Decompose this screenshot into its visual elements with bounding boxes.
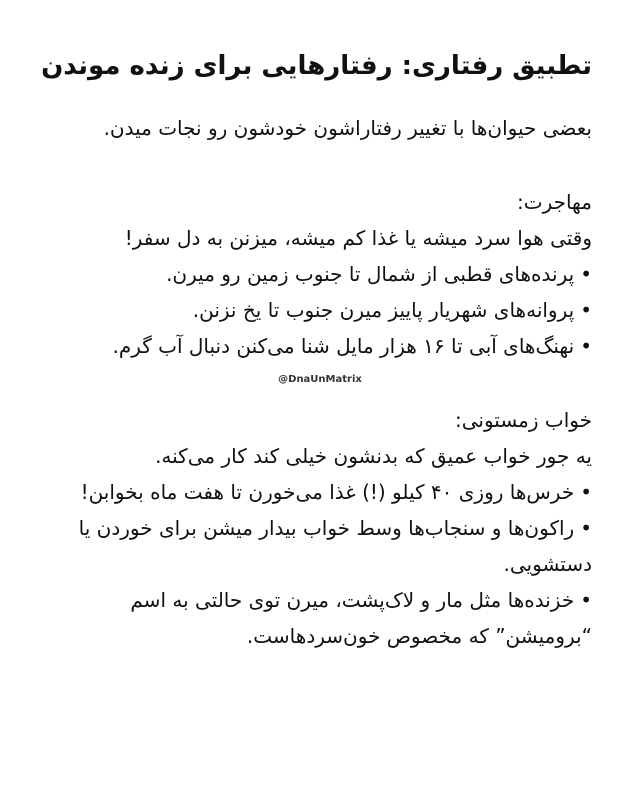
list-item <box>40 582 592 654</box>
list-item-text: خزنده‌ها مثل مار و لاک‌پشت، میرن توی حالتی به اسم “برومیشن” که مخصوص خون‌سردهاست. <box>130 588 592 648</box>
intro-paragraph: بعضی حیوان‌ها با تغییر رفتاراشون خودشون رو نجات میدن. <box>103 116 592 140</box>
bullet-icon: • <box>580 262 592 286</box>
list-item <box>40 292 592 328</box>
list-item <box>40 510 592 582</box>
bullet-icon: • <box>580 588 592 612</box>
page-title: تطبیق رفتاری: رفتارهایی برای زنده موندن <box>41 51 592 81</box>
watermark: @DnaUnMatrix <box>278 374 362 385</box>
bullet-icon: • <box>580 516 592 540</box>
list-item-text: نهنگ‌های آبی تا ۱۶ هزار مایل شنا می‌کنن دنبال آب گرم. <box>112 334 575 358</box>
section-heading: مهاجرت: <box>517 190 592 214</box>
list-item <box>40 256 592 292</box>
bullet-icon: • <box>580 334 592 358</box>
section-description: یه جور خواب عمیق که بدنشون خیلی کند کار می‌کنه. <box>155 444 592 468</box>
section-migration <box>40 184 592 364</box>
list-item-text: راکون‌ها و سنجاب‌ها وسط خواب بیدار میشن برای خوردن یا دستشویی. <box>78 516 592 576</box>
section-description: وقتی هوا سرد میشه یا غذا کم میشه، میزنن به دل سفر! <box>124 226 592 250</box>
list-item <box>40 328 592 364</box>
section-heading: خواب زمستونی: <box>455 408 592 432</box>
list-item-text: خرس‌ها روزی ۴۰ کیلو (!) غذا می‌خورن تا هفت ماه بخوابن! <box>80 480 575 504</box>
list-item <box>40 474 592 510</box>
section-hibernation <box>40 402 592 654</box>
list-item-text: پرنده‌های قطبی از شمال تا جنوب زمین رو میرن. <box>166 262 575 286</box>
bullet-icon: • <box>580 480 592 504</box>
list-item-text: پروانه‌های شهریار پاییز میرن جنوب تا یخ نزنن. <box>192 298 575 322</box>
bullet-icon: • <box>580 298 592 322</box>
